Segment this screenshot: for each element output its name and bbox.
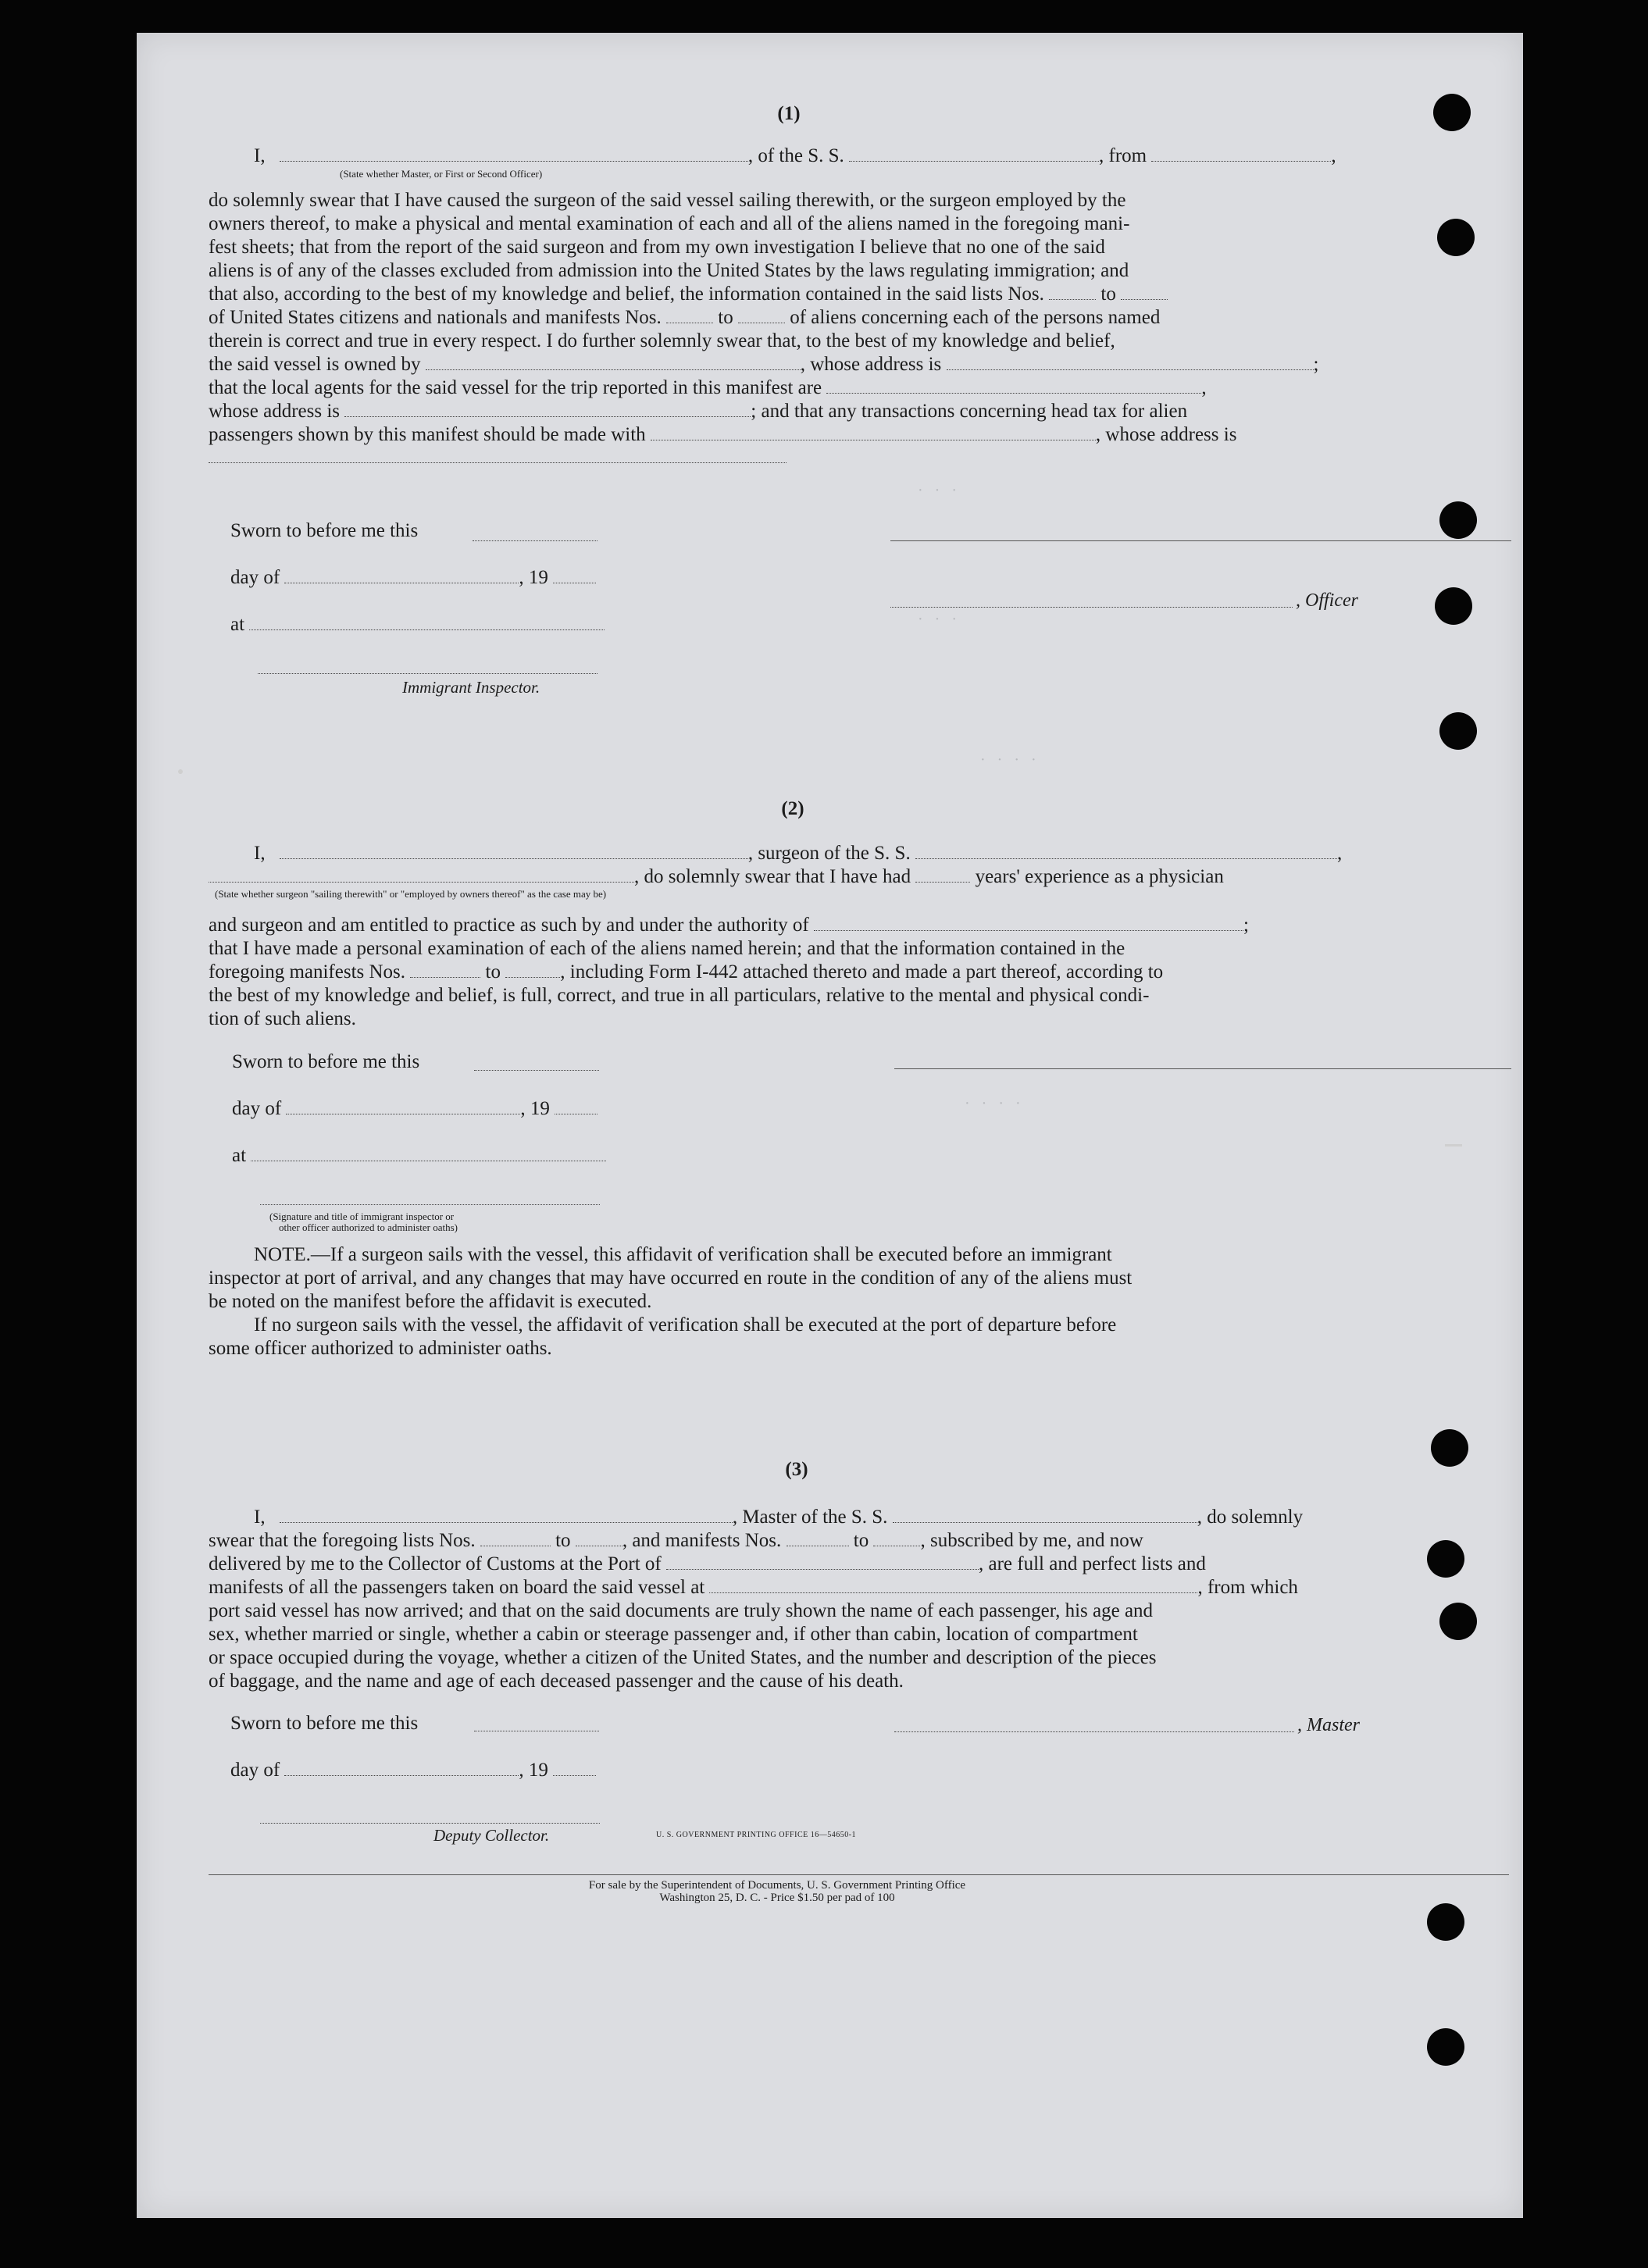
paragraph-line: aliens is of any of the classes excluded from admission into the United States by the laws regulating immigration; and	[209, 260, 1129, 281]
paragraph-line: that also, according to the best of my knowledge and belief, the information contained in the said lists Nos. to	[209, 283, 1168, 306]
month-field[interactable]	[284, 1760, 519, 1776]
manifest-from-field[interactable]	[666, 307, 713, 323]
scan-artifact	[178, 769, 183, 774]
bleed-through: · · · ·	[980, 751, 1036, 768]
field-hint: (State whether Master, or First or Second Officer)	[340, 168, 543, 180]
authority-field[interactable]	[814, 915, 1243, 931]
paragraph-line: the best of my knowledge and belief, is full, correct, and true in all particulars, relative to the mental and physical condi-	[209, 985, 1150, 1006]
paragraph-line: owners thereof, to make a physical and mental examination of each and all of the aliens named in the foregoing mani-	[209, 213, 1130, 234]
surgeon-status-field[interactable]	[209, 866, 634, 883]
sworn-day-field[interactable]	[474, 1070, 599, 1071]
master-signature-field[interactable]	[894, 1731, 1294, 1732]
list-to-field[interactable]	[1121, 284, 1168, 300]
from-port-field[interactable]	[1151, 145, 1331, 162]
master-title: , Master	[1297, 1715, 1360, 1735]
paragraph-line: manifests of all the passengers taken on board the said vessel at , from which	[209, 1577, 1298, 1598]
paragraph-line: port said vessel has now arrived; and that on the said documents are truly shown the name of each passenger, his age and	[209, 1600, 1154, 1621]
paragraph-line: therein is correct and true in every respect. I do further solemnly swear that, to the best of my knowledge and belief,	[209, 330, 1115, 351]
paragraph-line: do solemnly swear that I have caused the surgeon of the said vessel sailing therewith, or the surgeon employed by the	[209, 190, 1126, 211]
surgeon-signature-field[interactable]	[894, 1068, 1511, 1069]
ship-name-field[interactable]	[915, 843, 1337, 859]
head-tax-party-field[interactable]	[651, 424, 1096, 440]
oath-line: I, , Master of the S. S. , do solemnly	[254, 1507, 1304, 1528]
footer-divider	[209, 1874, 1509, 1875]
list-to-field[interactable]	[576, 1530, 622, 1546]
section-number: (1)	[777, 103, 801, 124]
section-number: (2)	[781, 798, 804, 819]
field-hint: (State whether surgeon "sailing therewith" or "employed by owners thereof" as the case may be)	[215, 888, 607, 900]
address-line-field[interactable]	[209, 462, 787, 463]
inspector-title: Immigrant Inspector.	[402, 678, 540, 697]
paragraph-line: or space occupied during the voyage, whether a citizen of the United States, and the number and description of the pieces	[209, 1647, 1157, 1668]
list-from-field[interactable]	[480, 1530, 551, 1546]
ship-name-field[interactable]	[849, 145, 1099, 162]
officer-name-field[interactable]	[280, 145, 748, 162]
punch-hole	[1431, 1429, 1468, 1467]
paragraph-line: delivered by me to the Collector of Customs at the Port of , are full and perfect lists and	[209, 1553, 1206, 1574]
list-from-field[interactable]	[1049, 284, 1096, 300]
embarkation-port-field[interactable]	[709, 1577, 1197, 1593]
punch-hole	[1433, 94, 1471, 131]
year-field[interactable]	[553, 1760, 596, 1776]
sworn-label: Sworn to before me this	[232, 1051, 420, 1072]
punch-hole	[1439, 712, 1477, 750]
master-name-field[interactable]	[280, 1507, 733, 1523]
punch-hole	[1427, 1540, 1464, 1578]
note-line: NOTE.—If a surgeon sails with the vessel, this affidavit of verification shall be executed before an immigrant	[254, 1244, 1112, 1265]
note-line: be noted on the manifest before the affidavit is executed.	[209, 1291, 652, 1312]
signature-hint: (Signature and title of immigrant inspector or	[269, 1211, 455, 1222]
note-line: inspector at port of arrival, and any changes that may have occurred en route in the condition of any of the aliens must	[209, 1268, 1133, 1289]
at-line: at	[232, 1144, 606, 1168]
paragraph-line: that I have made a personal examination of each of the aliens named herein; and that the information contained in the	[209, 938, 1125, 959]
owner-address-field[interactable]	[947, 354, 1314, 370]
scan-artifact	[1445, 1144, 1462, 1146]
inspector-signature-field[interactable]	[260, 1204, 600, 1205]
collector-title: Deputy Collector.	[433, 1826, 550, 1845]
paragraph-line: the said vessel is owned by , whose address is ;	[209, 354, 1319, 375]
day-of-line: day of , 19	[230, 1759, 596, 1782]
sworn-day-field[interactable]	[473, 540, 597, 541]
paragraph-line: and surgeon and am entitled to practice as such by and under the authority of ;	[209, 915, 1249, 936]
paragraph-line: tion of such aliens.	[209, 1008, 356, 1029]
sale-notice: For sale by the Superintendent of Documents, U. S. Government Printing Office	[588, 1879, 966, 1892]
inspector-signature-field[interactable]	[258, 673, 597, 674]
paragraph-line: passengers shown by this manifest should be made with , whose address is	[209, 424, 1237, 445]
punch-hole	[1439, 501, 1477, 539]
bleed-through: · · ·	[918, 611, 957, 628]
signature-line[interactable]	[890, 540, 1511, 541]
oath-line: , do solemnly swear that I have had years' experience as a physician	[209, 865, 1224, 889]
officer-title: , Officer	[1296, 590, 1358, 611]
agents-field[interactable]	[826, 377, 1201, 394]
day-of-line: day of , 19	[232, 1097, 597, 1121]
manifest-to-field[interactable]	[738, 307, 785, 323]
sale-notice: Washington 25, D. C. - Price $1.50 per pad of 100	[659, 1892, 895, 1904]
printer-imprint: U. S. GOVERNMENT PRINTING OFFICE 16—54650-1	[656, 1831, 857, 1839]
oath-line: I, , surgeon of the S. S. ,	[254, 843, 1343, 864]
paragraph-line: fest sheets; that from the report of the said surgeon and from my own investigation I believe that no one of the said	[209, 237, 1105, 258]
bleed-through: · · · ·	[965, 1095, 1021, 1112]
sworn-label: Sworn to before me this	[230, 1713, 419, 1734]
ship-name-field[interactable]	[893, 1507, 1197, 1523]
paragraph-line: whose address is ; and that any transactions concerning head tax for alien	[209, 401, 1188, 422]
year-field[interactable]	[553, 567, 596, 583]
signature-hint: other officer authorized to administer oaths)	[279, 1221, 458, 1233]
day-of-line: day of , 19	[230, 566, 596, 590]
note-line: If no surgeon sails with the vessel, the affidavit of verification shall be executed at the port of departure before	[254, 1314, 1117, 1335]
manifest-to-field[interactable]	[873, 1530, 920, 1546]
month-field[interactable]	[284, 567, 519, 583]
surgeon-name-field[interactable]	[280, 843, 748, 859]
paragraph-line: of baggage, and the name and age of each deceased passenger and the cause of his death.	[209, 1671, 904, 1692]
month-field[interactable]	[286, 1098, 520, 1114]
punch-hole	[1435, 587, 1472, 625]
port-field[interactable]	[666, 1553, 979, 1570]
location-field[interactable]	[249, 614, 605, 630]
year-field[interactable]	[555, 1098, 597, 1114]
manifest-from-field[interactable]	[787, 1530, 849, 1546]
punch-hole	[1437, 219, 1475, 256]
at-line: at	[230, 613, 605, 637]
form-sheet	[137, 33, 1523, 2218]
bleed-through: · · ·	[918, 482, 957, 499]
oath-line: I, , of the S. S. , from ,	[254, 145, 1336, 166]
manifest-from-field[interactable]	[410, 961, 480, 978]
officer-signature-field[interactable]	[890, 607, 1293, 608]
manifest-to-field[interactable]	[505, 961, 560, 978]
note-line: some officer authorized to administer oaths.	[209, 1338, 552, 1359]
paragraph-line: of United States citizens and nationals and manifests Nos. to of aliens concerning each of the persons named	[209, 307, 1161, 328]
location-field[interactable]	[251, 1145, 606, 1161]
paragraph-line: that the local agents for the said vessel for the trip reported in this manifest are ,	[209, 377, 1207, 398]
collector-signature-field[interactable]	[260, 1823, 600, 1824]
owner-field[interactable]	[426, 354, 801, 370]
agents-address-field[interactable]	[344, 401, 751, 417]
sworn-label: Sworn to before me this	[230, 520, 419, 541]
years-field[interactable]	[915, 866, 970, 883]
paragraph-line: foregoing manifests Nos. to , including Form I-442 attached thereto and made a part thereof, according to	[209, 961, 1164, 982]
punch-hole	[1427, 1903, 1464, 1941]
punch-hole	[1427, 2028, 1464, 2066]
section-number: (3)	[785, 1459, 808, 1480]
punch-hole	[1439, 1603, 1477, 1640]
paragraph-line: sex, whether married or single, whether a cabin or steerage passenger and, if other than cabin, location of compartment	[209, 1624, 1138, 1645]
paragraph-line: swear that the foregoing lists Nos. to , and manifests Nos. to , subscribed by me, and now	[209, 1530, 1143, 1551]
